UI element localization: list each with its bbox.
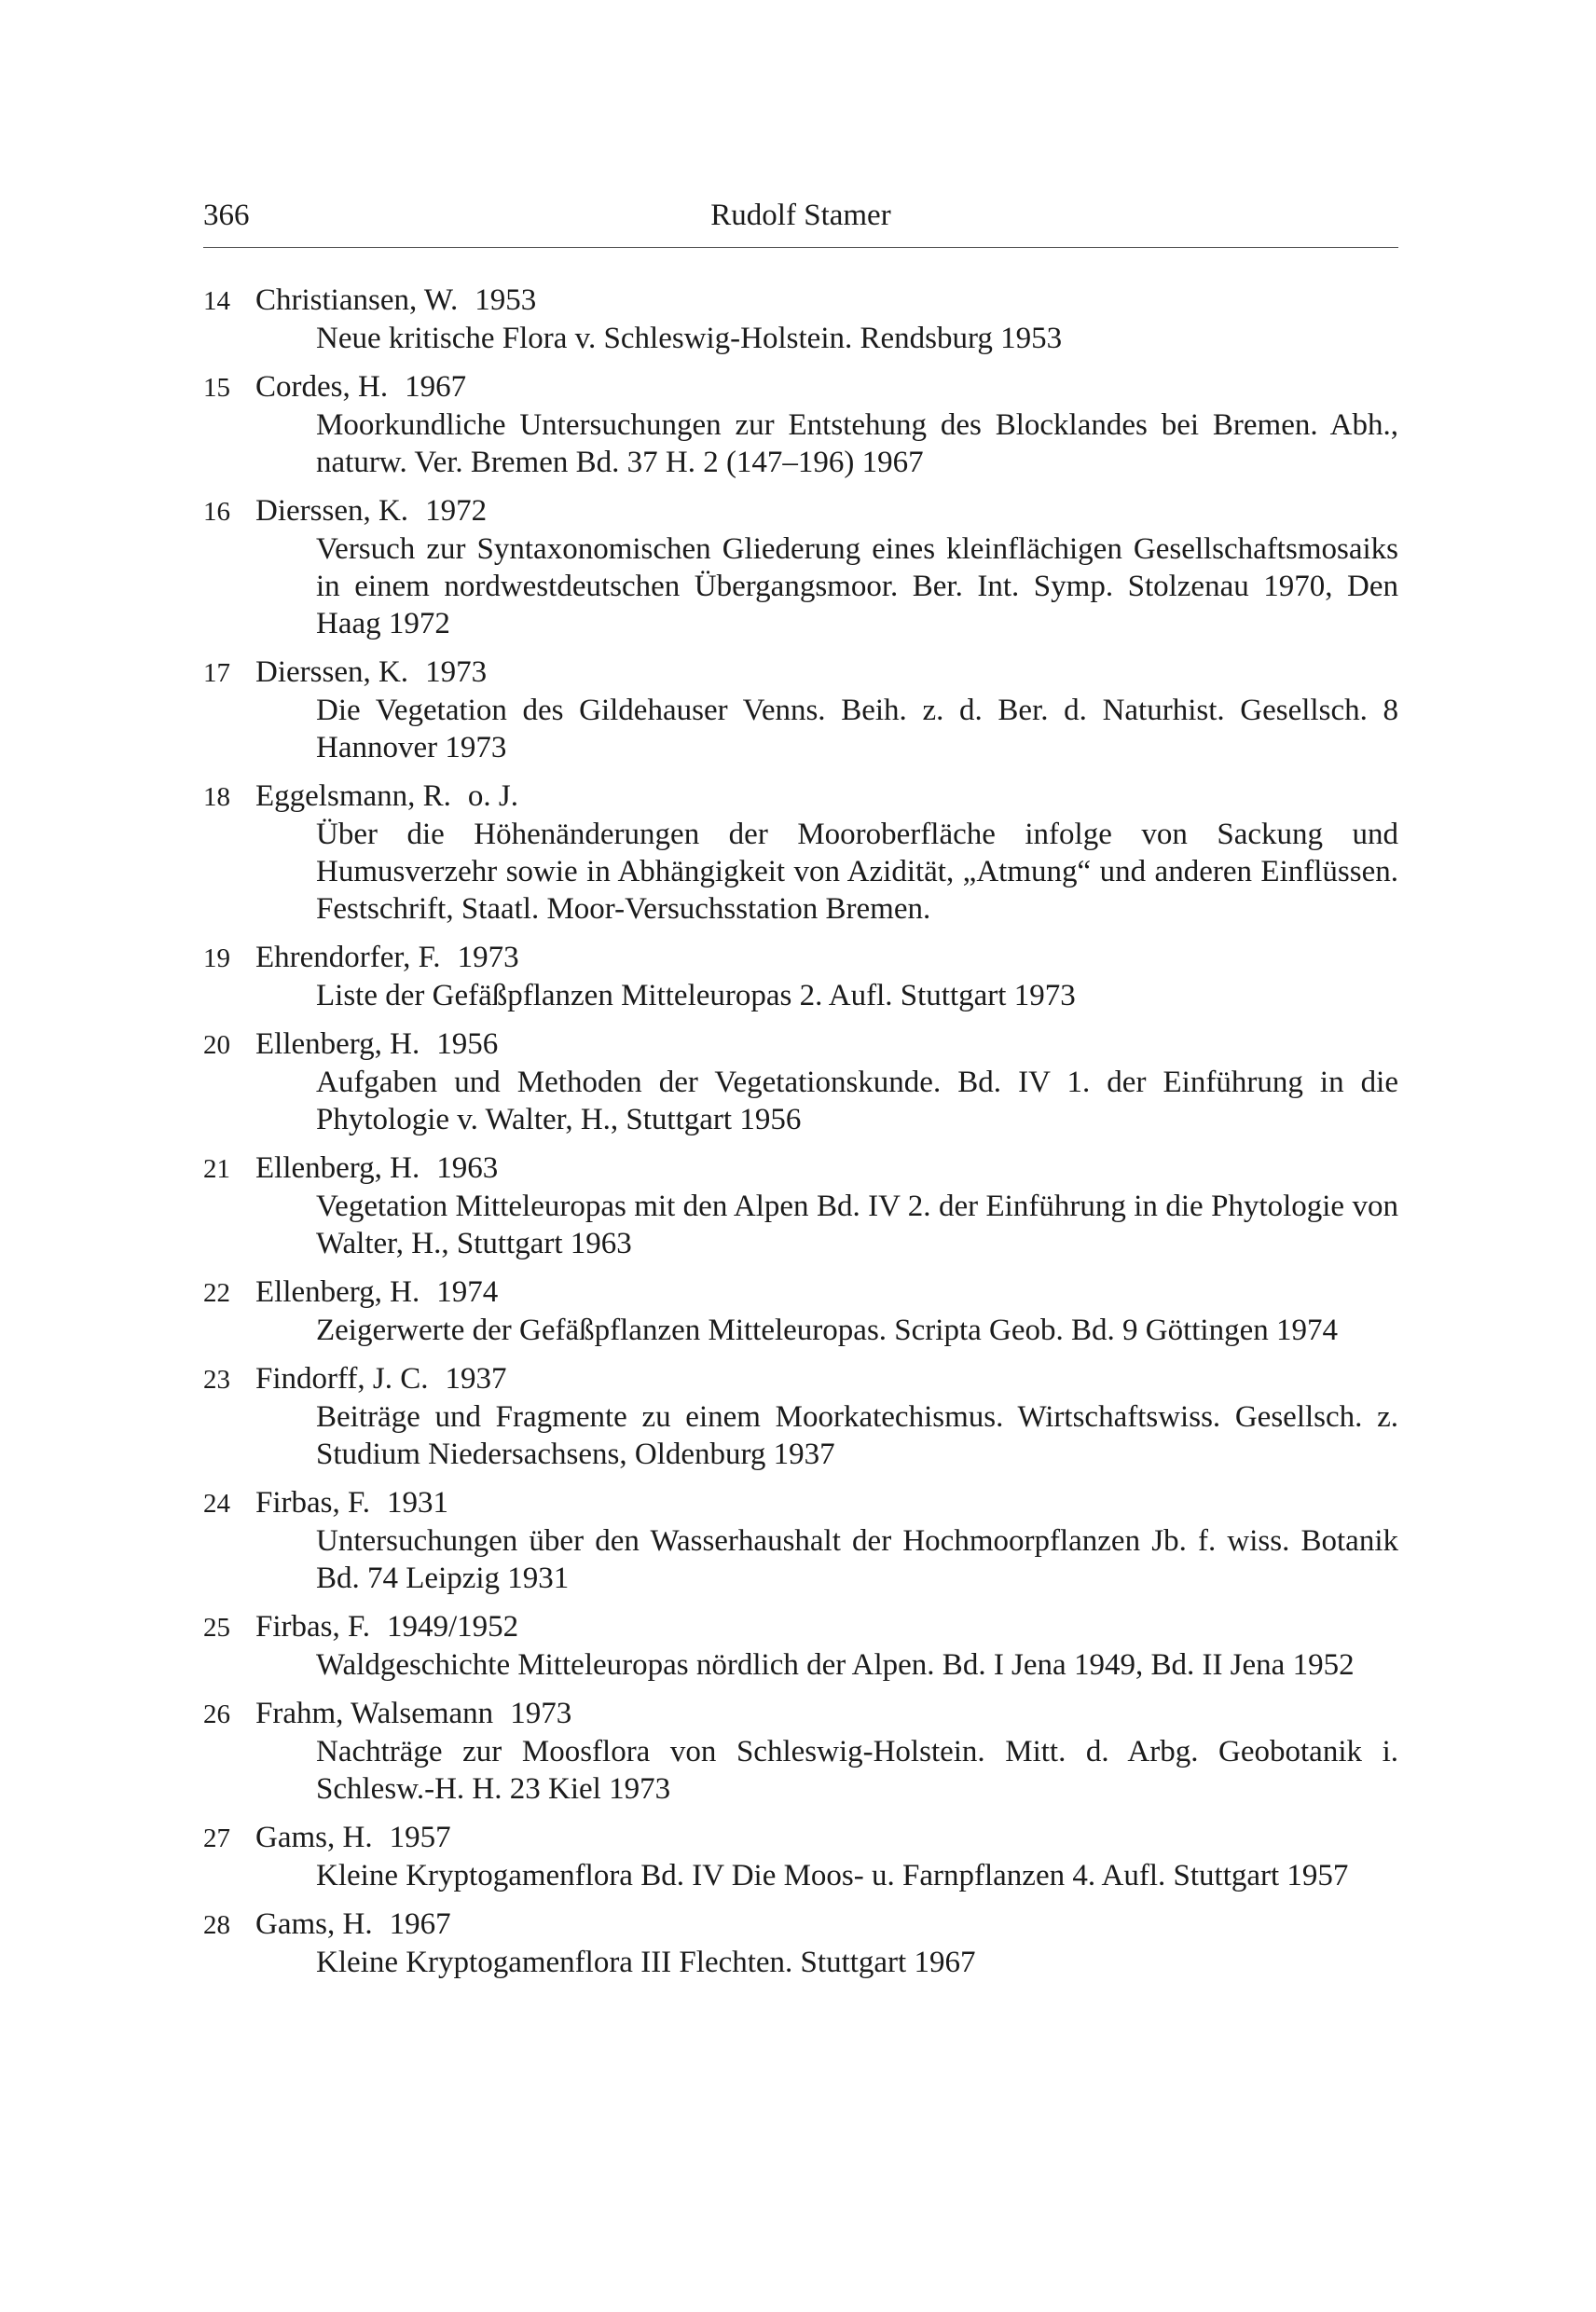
reference-number: 27 <box>203 1823 230 1853</box>
reference-number: 26 <box>203 1700 230 1729</box>
reference-heading <box>203 1695 1398 1733</box>
reference-number: 18 <box>203 782 230 812</box>
reference-item <box>203 1484 1398 1597</box>
reference-year: 1967 <box>389 1907 451 1941</box>
reference-year: o. J. <box>467 779 518 813</box>
reference-item <box>203 1273 1398 1349</box>
reference-number: 16 <box>203 497 230 527</box>
reference-description: Über die Höhenänderungen der Mooroberfläche infolge von Sackung und Humusverzehr sowie in Abhängigkeit von Azidität, „Atmung“ und anderen Einflüssen. Festschrift, Staatl. Moor-Versuchsstation Bremen. <box>316 818 1398 926</box>
reference-description: Aufgaben und Methoden der Vegetationskunde. Bd. IV 1. der Einführung in die Phytologie v. Walter, H., Stuttgart 1956 <box>316 1066 1398 1136</box>
reference-author: Frahm, Walsemann <box>255 1697 494 1730</box>
reference-author: Ellenberg, H. <box>255 1151 420 1185</box>
reference-number: 24 <box>203 1489 230 1519</box>
reference-item <box>203 282 1398 357</box>
reference-heading <box>203 282 1398 320</box>
reference-heading <box>203 1149 1398 1188</box>
reference-item <box>203 1695 1398 1808</box>
reference-number: 20 <box>203 1030 230 1060</box>
reference-heading <box>203 1819 1398 1857</box>
reference-number: 22 <box>203 1278 230 1308</box>
page-number: 366 <box>203 199 250 232</box>
reference-author: Firbas, F. <box>255 1610 370 1644</box>
reference-number: 14 <box>203 286 230 316</box>
reference-heading <box>203 368 1398 406</box>
reference-item <box>203 654 1398 766</box>
reference-description: Waldgeschichte Mitteleuropas nördlich der Alpen. Bd. I Jena 1949, Bd. II Jena 1952 <box>316 1648 1355 1682</box>
reference-item <box>203 1360 1398 1473</box>
reference-item <box>203 1906 1398 1981</box>
reference-year: 1972 <box>425 494 488 528</box>
reference-number: 17 <box>203 658 230 688</box>
reference-author: Cordes, H. <box>255 370 389 404</box>
reference-description: Versuch zur Syntaxonomischen Gliederung eines kleinflächigen Gesellschaftsmosaiks in einem nordwestdeutschen Übergangsmoor. Ber. Int. Symp. Stolzenau 1970, Den Haag 1972 <box>316 532 1398 640</box>
reference-year: 1957 <box>389 1821 451 1854</box>
reference-number: 15 <box>203 373 230 403</box>
reference-item <box>203 492 1398 642</box>
reference-heading <box>203 1273 1398 1312</box>
reference-number: 23 <box>203 1365 230 1395</box>
reference-author: Ellenberg, H. <box>255 1275 420 1309</box>
reference-description: Zeigerwerte der Gefäßpflanzen Mitteleuropas. Scripta Geob. Bd. 9 Göttingen 1974 <box>316 1314 1338 1347</box>
reference-year: 1973 <box>510 1697 572 1730</box>
reference-year: 1967 <box>405 370 467 404</box>
reference-heading <box>203 778 1398 816</box>
reference-heading <box>203 1025 1398 1064</box>
reference-year: 1973 <box>425 655 488 689</box>
reference-author: Christiansen, W. <box>255 283 459 317</box>
reference-heading <box>203 654 1398 692</box>
reference-year: 1937 <box>445 1362 507 1396</box>
reference-item <box>203 1025 1398 1138</box>
reference-author: Ellenberg, H. <box>255 1027 420 1061</box>
reference-number: 19 <box>203 943 230 973</box>
reference-item <box>203 1608 1398 1684</box>
reference-list <box>203 282 1398 1992</box>
reference-item <box>203 939 1398 1014</box>
reference-heading <box>203 1360 1398 1398</box>
reference-description: Kleine Kryptogamenflora Bd. IV Die Moos- u. Farnpflanzen 4. Aufl. Stuttgart 1957 <box>316 1859 1349 1892</box>
reference-author: Firbas, F. <box>255 1486 370 1520</box>
reference-number: 28 <box>203 1910 230 1940</box>
reference-description: Nachträge zur Moosflora von Schleswig-Holstein. Mitt. d. Arbg. Geobotanik i. Schlesw.-H. H. 23 Kiel 1973 <box>316 1735 1398 1806</box>
reference-heading <box>203 1608 1398 1646</box>
reference-description: Moorkundliche Untersuchungen zur Entstehung des Blocklandes bei Bremen. Abh., naturw. Ver. Bremen Bd. 37 H. 2 (147–196) 1967 <box>316 408 1398 479</box>
reference-author: Findorff, J. C. <box>255 1362 429 1396</box>
reference-year: 1963 <box>436 1151 499 1185</box>
reference-description: Vegetation Mitteleuropas mit den Alpen Bd. IV 2. der Einführung in die Phytologie von Walter, H., Stuttgart 1963 <box>316 1190 1398 1260</box>
reference-description: Beiträge und Fragmente zu einem Moorkatechismus. Wirtschaftswiss. Gesellsch. z. Studium Niedersachsens, Oldenburg 1937 <box>316 1400 1398 1471</box>
reference-year: 1931 <box>386 1486 448 1520</box>
reference-year: 1956 <box>436 1027 499 1061</box>
reference-description: Kleine Kryptogamenflora III Flechten. Stuttgart 1967 <box>316 1946 976 1979</box>
reference-description: Untersuchungen über den Wasserhaushalt der Hochmoorpflanzen Jb. f. wiss. Botanik Bd. 74 Leipzig 1931 <box>316 1524 1398 1595</box>
reference-author: Dierssen, K. <box>255 655 409 689</box>
reference-author: Gams, H. <box>255 1907 373 1941</box>
reference-year: 1953 <box>475 283 537 317</box>
reference-year: 1974 <box>436 1275 499 1309</box>
reference-heading <box>203 492 1398 530</box>
reference-item <box>203 778 1398 928</box>
reference-heading <box>203 1484 1398 1522</box>
reference-heading <box>203 939 1398 977</box>
page-header <box>203 191 1398 248</box>
running-head: Rudolf Stamer <box>710 199 891 232</box>
reference-item <box>203 1149 1398 1262</box>
reference-author: Ehrendorfer, F. <box>255 941 441 974</box>
reference-number: 25 <box>203 1613 230 1643</box>
reference-year: 1949/1952 <box>386 1610 519 1644</box>
reference-author: Eggelsmann, R. <box>255 779 451 813</box>
reference-item <box>203 368 1398 481</box>
reference-heading <box>203 1906 1398 1944</box>
reference-author: Dierssen, K. <box>255 494 409 528</box>
reference-author: Gams, H. <box>255 1821 373 1854</box>
reference-item <box>203 1819 1398 1894</box>
reference-number: 21 <box>203 1154 230 1184</box>
reference-year: 1973 <box>457 941 519 974</box>
reference-description: Liste der Gefäßpflanzen Mitteleuropas 2. Aufl. Stuttgart 1973 <box>316 979 1076 1012</box>
reference-description: Die Vegetation des Gildehauser Venns. Beih. z. d. Ber. d. Naturhist. Gesellsch. 8 Hannover 1973 <box>316 694 1398 764</box>
reference-description: Neue kritische Flora v. Schleswig-Holstein. Rendsburg 1953 <box>316 322 1063 355</box>
